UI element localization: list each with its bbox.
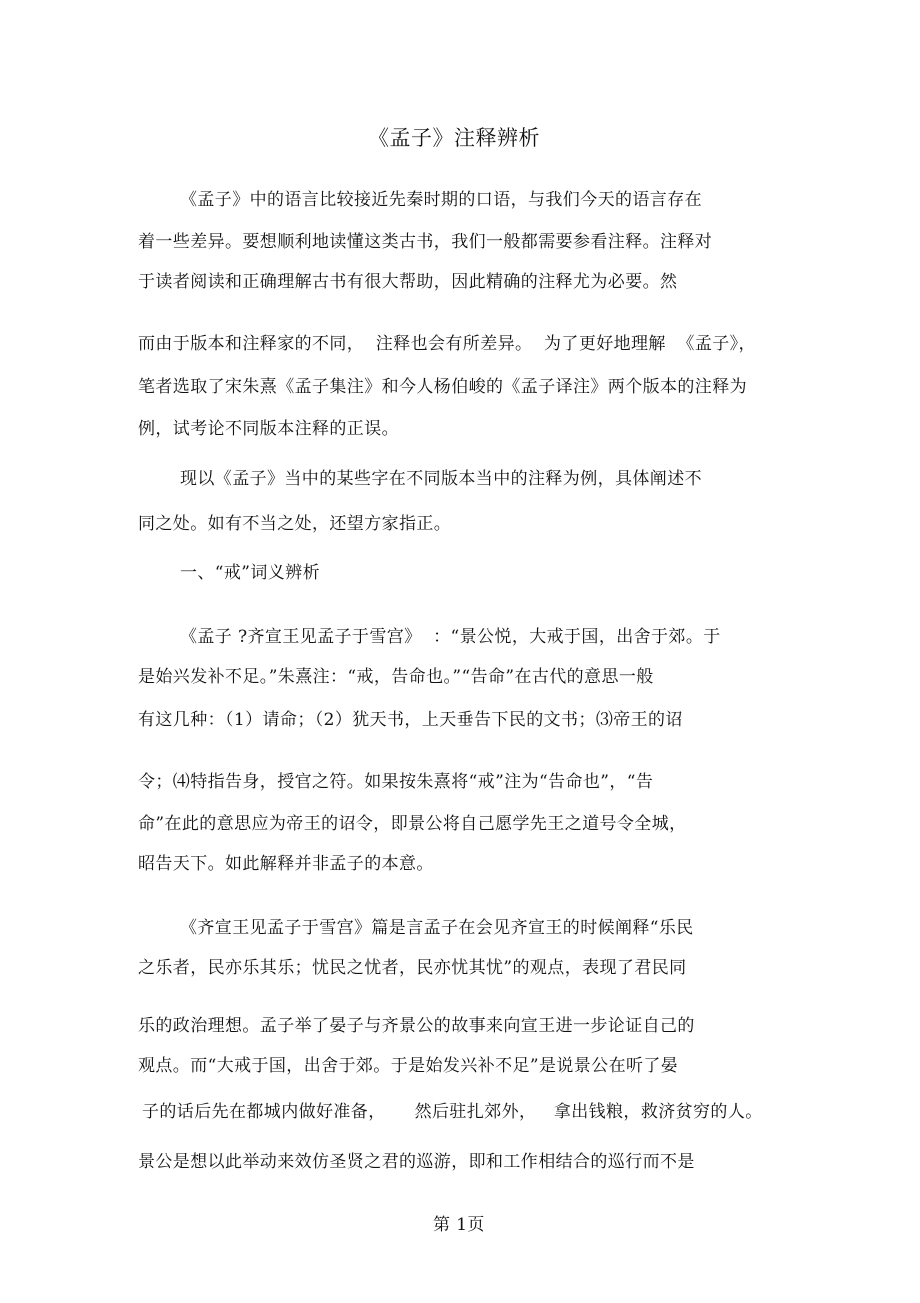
text-line-8: 同之处。如有不当之处，还望方家指正。 (138, 514, 452, 534)
text-line-20: 子的话后先在都城内做好准备， 然后驻扎郊外， 拿出钱粮，救济贫穷的人。 (142, 1102, 763, 1122)
text-line-14: 命”在此的意思应为帝王的诏令，即景公将自己愿学先王之道号令全城， (138, 814, 687, 834)
text-line-7: 现以《孟子》当中的某些字在不同版本当中的注释为例，具体阐述不 (180, 469, 702, 489)
text-line-21: 景公是想以此举动来效仿圣贤之君的巡游，即和工作相结合的巡行而不是 (138, 1152, 695, 1172)
text-line-16: 《齐宣王见孟子于雪宫》篇是言孟子在会见齐宣王的时候阐释“乐民 (180, 918, 694, 938)
section-heading: 一、“戒”词义辨析 (180, 563, 320, 583)
text-line-3: 于读者阅读和正确理解古书有很大帮助，因此精确的注释尤为必要。然 (138, 272, 678, 292)
text-line-2: 着一些差异。要想顺利地读懂这类古书，我们一般都需要参看注释。注释对 (138, 232, 713, 252)
text-line-18: 乐的政治理想。孟子举了晏子与齐景公的故事来向宣王进一步论证自己的 (138, 1016, 695, 1036)
text-line-1: 《孟子》中的语言比较接近先秦时期的口语，与我们今天的语言存在 (180, 190, 702, 210)
text-line-6: 例，试考论不同版本注释的正误。 (138, 419, 399, 439)
text-line-11: 是始兴发补不足。”朱熹注：“戒，告命也。”“告命”在古代的意思一般 (138, 667, 654, 687)
text-line-15: 昭告天下。如此解释并非孟子的本意。 (138, 854, 434, 874)
text-line-5: 笔者选取了宋朱熹《孟子集注》和今人杨伯峻的《孟子译注》两个版本的注释为 (138, 377, 747, 397)
text-line-12: 有这几种：（1）请命；（2）犹天书，上天垂告下民的文书；⑶帝王的诏 (138, 710, 683, 730)
text-line-17: 之乐者，民亦乐其乐；忧民之忧者，民亦忧其忧”的观点，表现了君民同 (138, 958, 687, 978)
text-line-19: 观点。而“大戒于国，出舍于郊。于是始发兴补不足”是说景公在听了晏 (138, 1056, 679, 1076)
page-number: 第 1页 (433, 1215, 485, 1235)
text-line-4: 而由于版本和注释家的不同， 注释也会有所差异。 为了更好地理解 《孟子》， (138, 334, 756, 354)
text-line-10: 《孟子 ?齐宣王见孟子于雪宫》 ：“景公悦，大戒于国，出舍于郊。于 (180, 627, 721, 647)
document-title: 《孟子》注释辨析 (368, 126, 540, 150)
text-line-13: 令；⑷特指告身，授官之符。如果按朱熹将“戒”注为“告命也”，“告 (138, 772, 654, 792)
